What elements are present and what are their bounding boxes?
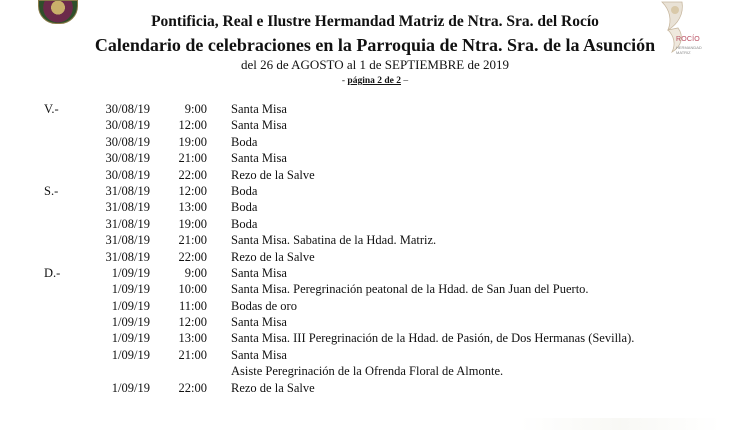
schedule-row [0, 216, 750, 232]
schedule-event: Rezo de la Salve [231, 167, 315, 182]
schedule-date: 31/08/19 [105, 183, 150, 198]
rocio-logo-subtext: HERMANDAD MATRIZ [676, 45, 702, 55]
schedule-list [0, 101, 750, 396]
schedule-time: 19:00 [178, 216, 207, 231]
schedule-row [0, 265, 750, 281]
schedule-time: 11:00 [178, 298, 207, 313]
schedule-event: Boda [231, 134, 258, 149]
schedule-time: 22:00 [178, 167, 207, 182]
schedule-time: 19:00 [178, 134, 207, 149]
schedule-event: Rezo de la Salve [231, 249, 315, 264]
schedule-event: Bodas de oro [231, 298, 297, 313]
schedule-time: 21:00 [178, 233, 207, 248]
schedule-date: 30/08/19 [105, 102, 150, 116]
page-indicator: - página 2 de 2 – [341, 76, 409, 86]
schedule-row [0, 232, 750, 248]
page-number: página 2 de 2 [347, 76, 401, 86]
schedule-row [0, 183, 750, 199]
schedule-date: 1/09/19 [111, 298, 150, 313]
schedule-row [0, 249, 750, 265]
schedule-time: 22:00 [178, 249, 207, 264]
schedule-day: V.- [44, 102, 59, 116]
schedule-time: 10:00 [178, 282, 207, 297]
schedule-time: 9:00 [184, 265, 207, 280]
schedule-row [0, 298, 750, 314]
schedule-event: Santa Misa. Sabatina de la Hdad. Matriz. [231, 233, 437, 248]
schedule-row [0, 347, 750, 363]
schedule-time: 21:00 [178, 347, 207, 362]
brotherhood-title: Pontificia, Real e Ilustre Hermandad Matriz de Ntra. Sra. del Rocío [151, 13, 599, 30]
schedule-date: 1/09/19 [111, 331, 150, 346]
schedule-row [0, 380, 750, 396]
schedule-row [0, 363, 750, 379]
schedule-time: 21:00 [178, 151, 207, 166]
schedule-date: 1/09/19 [111, 265, 150, 280]
schedule-date: 31/08/19 [105, 249, 150, 264]
schedule-time: 22:00 [178, 380, 207, 395]
schedule-row [0, 150, 750, 166]
schedule-event: Santa Misa [231, 265, 287, 280]
schedule-event: Boda [231, 216, 258, 231]
schedule-event: Boda [231, 183, 258, 198]
schedule-date: 1/09/19 [111, 347, 150, 362]
schedule-row [0, 199, 750, 215]
schedule-event: Santa Misa [231, 151, 287, 166]
schedule-date: 30/08/19 [105, 134, 150, 149]
schedule-date: 1/09/19 [111, 315, 150, 330]
schedule-date: 30/08/19 [105, 118, 150, 133]
schedule-event: Santa Misa. III Peregrinación de la Hdad. de Pasión, de Dos Hermanas (Sevilla). [231, 331, 635, 346]
schedule-date: 31/08/19 [105, 216, 150, 231]
schedule-row [0, 330, 750, 346]
rocio-logo-text: ROCÍO [676, 36, 700, 43]
date-range: del 26 de AGOSTO al 1 de SEPTIEMBRE de 2019 [240, 57, 510, 72]
schedule-date: 31/08/19 [105, 200, 150, 215]
schedule-event: Rezo de la Salve [231, 380, 315, 395]
schedule-row [0, 167, 750, 183]
schedule-row [0, 281, 750, 297]
schedule-time: 13:00 [178, 331, 207, 346]
schedule-day: S.- [44, 183, 59, 198]
schedule-time: 12:00 [178, 118, 207, 133]
schedule-row [0, 101, 750, 117]
schedule-row [0, 134, 750, 150]
schedule-day: D.- [44, 265, 61, 280]
schedule-event: Santa Misa [231, 347, 287, 362]
schedule-time: 12:00 [178, 183, 207, 198]
schedule-time: 9:00 [184, 102, 207, 116]
schedule-date: 30/08/19 [105, 151, 150, 166]
schedule-date: 1/09/19 [111, 282, 150, 297]
schedule-date: 1/09/19 [111, 380, 150, 395]
schedule-event: Santa Misa [231, 315, 287, 330]
schedule-event: Santa Misa [231, 118, 287, 133]
schedule-event: Boda [231, 200, 258, 215]
schedule-event: Santa Misa. Peregrinación peatonal de la Hdad. de San Juan del Puerto. [231, 282, 589, 297]
calendar-title: Calendario de celebraciones en la Parroquia de Ntra. Sra. de la Asunción [94, 35, 656, 55]
scan-shadow [520, 418, 720, 430]
schedule-row [0, 314, 750, 330]
schedule-time: 13:00 [178, 200, 207, 215]
schedule-event: Santa Misa [231, 102, 287, 116]
schedule-time: 12:00 [178, 315, 207, 330]
schedule-date: 30/08/19 [105, 167, 150, 182]
schedule-row [0, 117, 750, 133]
schedule-date: 31/08/19 [105, 233, 150, 248]
schedule-event: Asiste Peregrinación de la Ofrenda Floral de Almonte. [231, 364, 504, 379]
